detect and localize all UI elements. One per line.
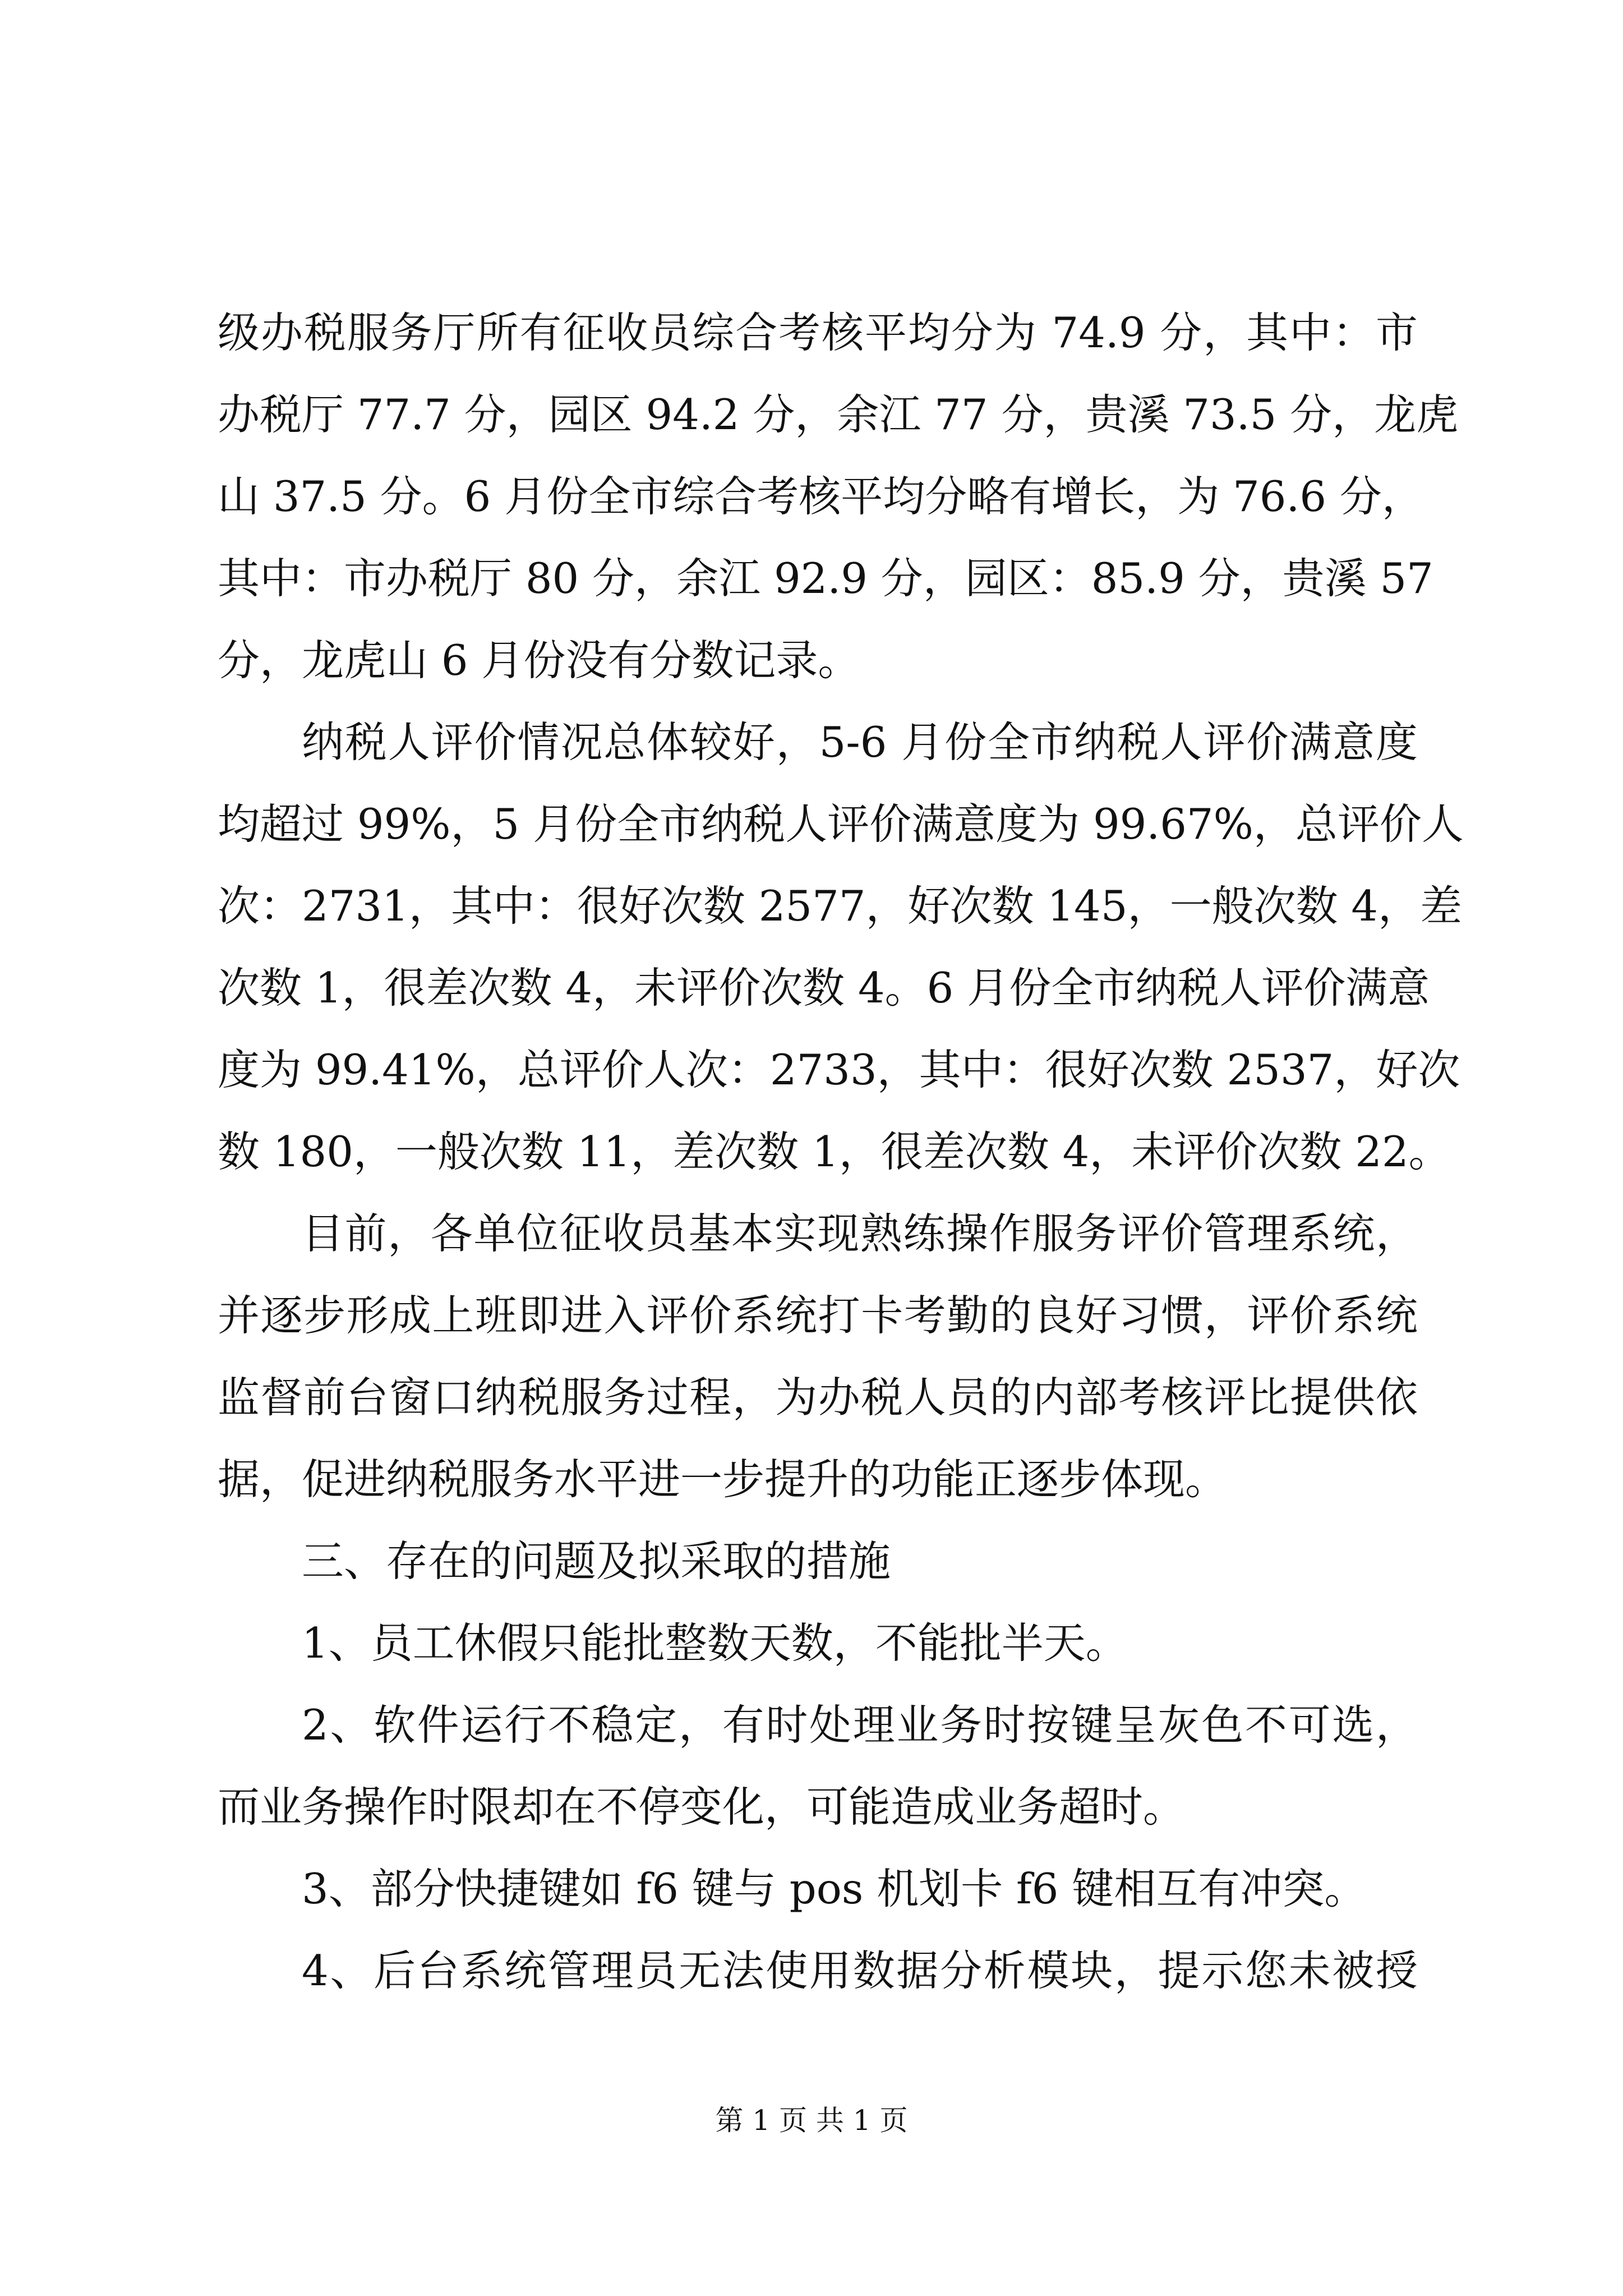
text-line: 级办税服务厅所有征收员综合考核平均分为 74.9 分，其中：市 [218,308,1418,357]
text-line: 纳税人评价情况总体较好，5-6 月份全市纳税人评价满意度 [302,717,1418,767]
text-line: 次数 1，很差次数 4，未评价次数 4。6 月份全市纳税人评价满意 [218,963,1430,1013]
text-line: 监督前台窗口纳税服务过程，为办税人员的内部考核评比提供依 [218,1373,1418,1422]
list-item: 4、后台系统管理员无法使用数据分析模块，提示您未被授 [302,1946,1418,1995]
text-line: 办税厅 77.7 分，园区 94.2 分，余江 77 分，贵溪 73.5 分，龙虎 [218,390,1459,439]
list-item: 3、部分快捷键如 f6 键与 pos 机划卡 f6 键相互有冲突。 [302,1864,1367,1913]
text-line: 数 180，一般次数 11，差次数 1，很差次数 4，未评价次数 22。 [218,1127,1451,1176]
text-line: 分，龙虎山 6 月份没有分数记录。 [218,636,860,685]
section-heading: 三、存在的问题及拟采取的措施 [302,1536,891,1586]
text-line: 均超过 99%，5 月份全市纳税人评价满意度为 99.67%，总评价人 [218,799,1464,849]
list-item: 2、软件运行不稳定，有时处理业务时按键呈灰色不可选， [302,1700,1418,1750]
text-line: 并逐步形成上班即进入评价系统打卡考勤的良好习惯，评价系统 [218,1291,1418,1340]
text-line: 度为 99.41%，总评价人次：2733，其中：很好次数 2537，好次 [218,1045,1460,1094]
text-line: 山 37.5 分。6 月份全市综合考核平均分略有增长，为 76.6 分， [218,472,1424,521]
text-line: 而业务操作时限却在不停变化，可能造成业务超时。 [218,1782,1186,1832]
page-footer: 第 1 页 共 1 页 [715,2104,908,2137]
text-line: 其中：市办税厅 80 分，余江 92.9 分，园区：85.9 分，贵溪 57 [218,554,1433,603]
text-line: 据，促进纳税服务水平进一步提升的功能正逐步体现。 [218,1455,1228,1504]
document-body [218,292,1464,2012]
list-item: 1、员工休假只能批整数天数，不能批半天。 [302,1618,1128,1668]
text-line: 次：2731，其中：很好次数 2577，好次数 145，一般次数 4，差 [218,881,1463,931]
text-line: 目前，各单位征收员基本实现熟练操作服务评价管理系统， [302,1209,1418,1258]
